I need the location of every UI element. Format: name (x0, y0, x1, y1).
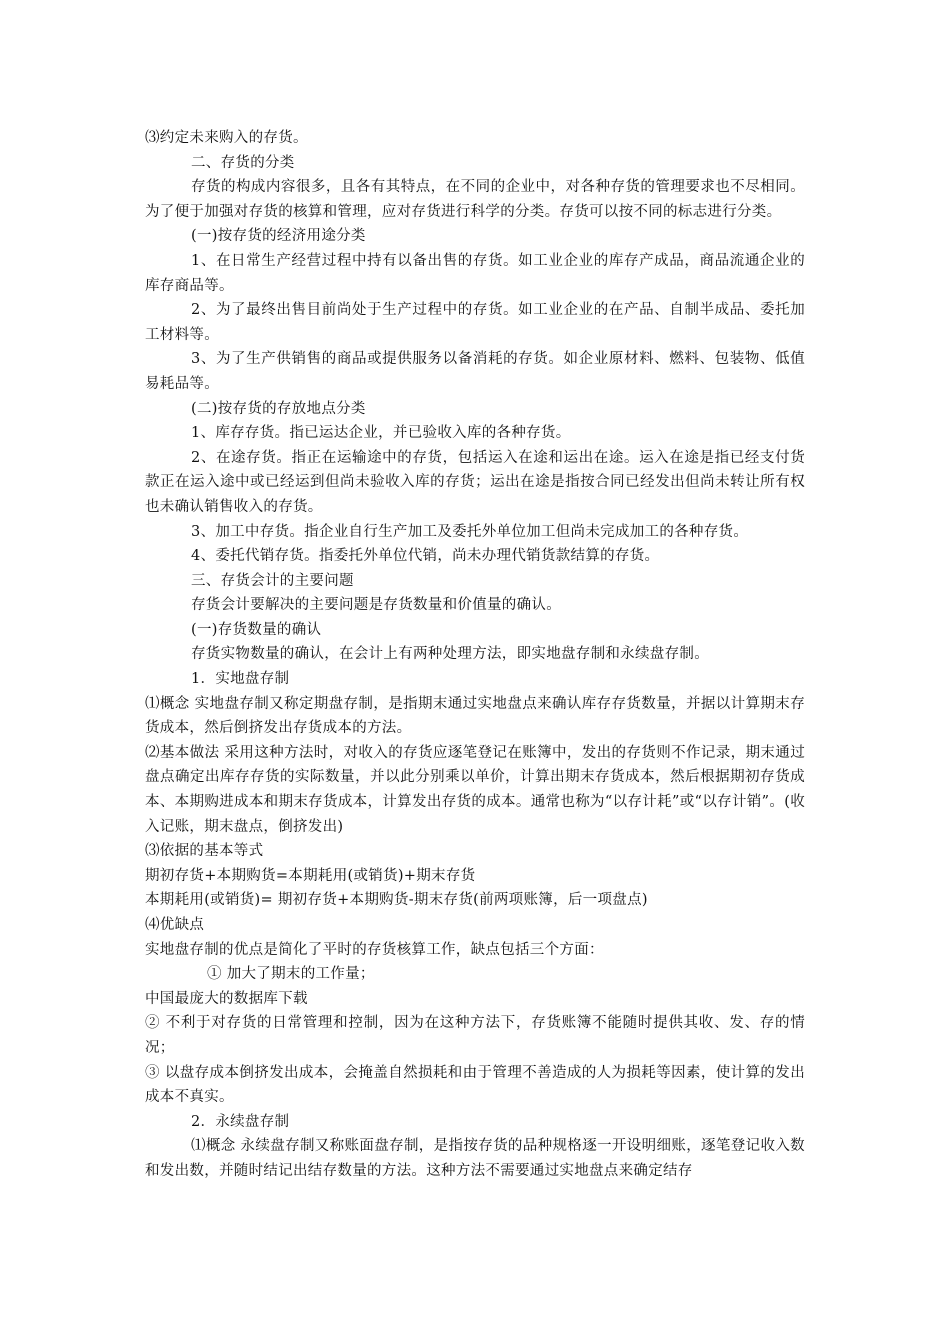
paragraph: 2、为了最终出售目前尚处于生产过程中的存货。如工业企业的在产品、自制半成品、委托加工材料等。 (145, 302, 805, 343)
paragraph: ② 不利于对存货的日常管理和控制，因为在这种方法下，存货账簿不能随时提供其收、发、存的情况； (145, 1015, 805, 1056)
paragraph: ⑵基本做法 采用这种方法时，对收入的存货应逐笔登记在账簿中，发出的存货则不作记录，期末通过盘点确定出库存存货的实际数量，并以此分别乘以单价，计算出期末存货成本，然后根据期初存货成本、本期购进成本和期末存货成本，计算发出存货的成本。通常也称为“以存计耗”或“以存计销”。(收入记账，期末盘点，倒挤发出) (145, 744, 805, 835)
paragraph: 2、在途存货。指正在运输途中的存货，包括运入在途和运出在途。运入在途是指已经支付货款正在运入途中或已经运到但尚未验收入库的存货；运出在途是指按合同已经发出但尚未转让所有权也未确认销售收入的存货。 (145, 449, 805, 515)
paragraph: 期初存货+本期购货=本期耗用(或销货)+期末存货 (145, 867, 476, 884)
paragraph: 4、委托代销存货。指委托外单位代销，尚未办理代销货款结算的存货。 (191, 548, 660, 565)
paragraph: 本期耗用(或销货)= 期初存货+本期购货-期末存货(前两项账簿，后一项盘点) (145, 892, 648, 909)
paragraph: 1、库存存货。指已运达企业，并已验收入库的各种存货。 (191, 425, 571, 442)
paragraph: 中国最庞大的数据库下载 (145, 990, 308, 1007)
paragraph: 1、在日常生产经营过程中持有以备出售的存货。如工业企业的库存产成品，商品流通企业的库存商品等。 (145, 252, 805, 294)
paragraph: (一)存货数量的确认 (191, 621, 322, 638)
paragraph: 存货实物数量的确认，在会计上有两种处理方法，即实地盘存制和永续盘存制。 (191, 646, 709, 663)
paragraph: (一)按存货的经济用途分类 (191, 228, 366, 245)
paragraph: 存货的构成内容很多，且各有其特点，在不同的企业中，对各种存货的管理要求也不尽相同。为了便于加强对存货的核算和管理，应对存货进行科学的分类。存货可以按不同的标志进行分类。 (145, 179, 805, 220)
paragraph: ⑴概念 实地盘存制又称定期盘存制，是指期末通过实地盘点来确认库存存货数量，并据以计算期末存货成本，然后倒挤发出存货成本的方法。 (145, 695, 805, 737)
document-body (145, 126, 805, 1184)
paragraph: 三、存货会计的主要问题 (191, 572, 354, 589)
paragraph: ⑷优缺点 (145, 917, 205, 933)
paragraph: 3、为了生产供销售的商品或提供服务以备消耗的存货。如企业原材料、燃料、包装物、低值易耗品等。 (145, 351, 805, 392)
paragraph: 3、加工中存货。指企业自行生产加工及委托外单位加工但尚未完成加工的各种存货。 (191, 523, 749, 540)
paragraph: ⑶约定未来购入的存货。 (145, 130, 308, 146)
paragraph: 二、存货的分类 (191, 154, 295, 171)
paragraph: ⑶依据的基本等式 (145, 843, 264, 860)
paragraph: (二)按存货的存放地点分类 (191, 400, 366, 417)
paragraph: 实地盘存制的优点是简化了平时的存货核算工作，缺点包括三个方面： (145, 941, 604, 958)
paragraph: ⑴概念 永续盘存制又称账面盘存制，是指按存货的品种规格逐一开设明细账，逐笔登记收入数和发出数，并随时结记出结存数量的方法。这种方法不需要通过实地盘点来确定结存 (145, 1138, 805, 1179)
paragraph: ③ 以盘存成本倒挤发出成本，会掩盖自然损耗和由于管理不善造成的人为损耗等因素，使计算的发出成本不真实。 (145, 1064, 805, 1106)
paragraph: 2．永续盘存制 (191, 1113, 290, 1130)
paragraph: 存货会计要解决的主要问题是存货数量和价值量的确认。 (191, 597, 561, 614)
paragraph: 1．实地盘存制 (191, 671, 290, 688)
paragraph: ① 加大了期末的工作量； (207, 966, 375, 983)
